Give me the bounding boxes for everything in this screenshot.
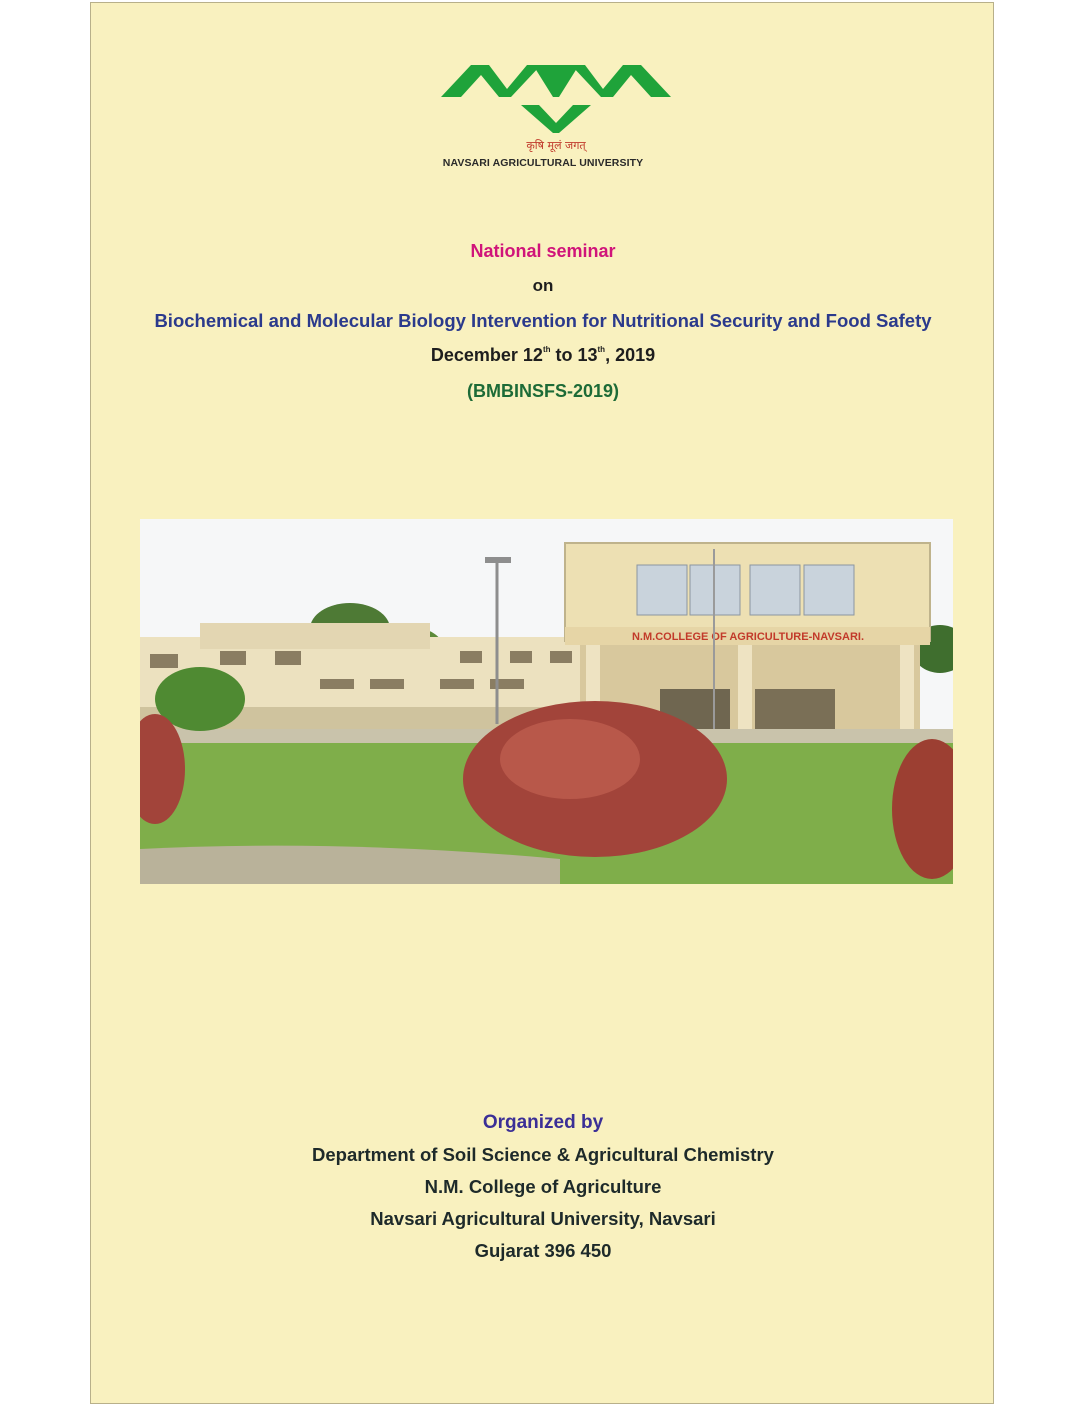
seminar-label: National seminar [470,241,616,261]
organizer-location: Gujarat 396 450 [474,1240,612,1261]
organizer-university: Navsari Agricultural University, Navsari [370,1208,716,1229]
college-building-photo [140,519,953,884]
logo-university-name: NAVSARI AGRICULTURAL UNIVERSITY [442,157,644,169]
photo-entrance-right [755,689,835,733]
date-start-suffix: th [542,345,551,354]
date-start: December 12 [430,345,543,365]
seminar-title: Biochemical and Molecular Biology Intervention for Nutritional Security and Food Safety [154,310,932,331]
seminar-on: on [532,276,554,295]
organizer-department: Department of Soil Science & Agricultural Chemistry [312,1144,774,1165]
date-to: to 13 [550,345,598,365]
seminar-acronym: (BMBINSFS-2019) [466,381,620,401]
logo-lower-v [521,105,591,133]
date-year: , 2019 [605,345,656,365]
photo-lamp-head [485,557,511,563]
photo-shrub-center-highlight [500,719,640,799]
date-end-suffix: th [597,345,606,354]
logo-left-peak [441,65,541,97]
photo-main-building-top [565,543,930,641]
organizer-college: N.M. College of Agriculture [424,1176,662,1197]
logo-right-peak [571,65,671,97]
photo-building-sign: N.M.COLLEGE OF AGRICULTURE-NAVSARI. [631,631,865,643]
organized-by-heading: Organized by [482,1112,604,1133]
logo-motto: कृषि मूलं जगत् [526,139,586,152]
logo-middle-band [533,65,579,97]
photo-side-building-upper [200,623,430,649]
cover-page [90,2,994,1404]
seminar-dates [91,345,995,366]
university-logo [441,61,671,153]
